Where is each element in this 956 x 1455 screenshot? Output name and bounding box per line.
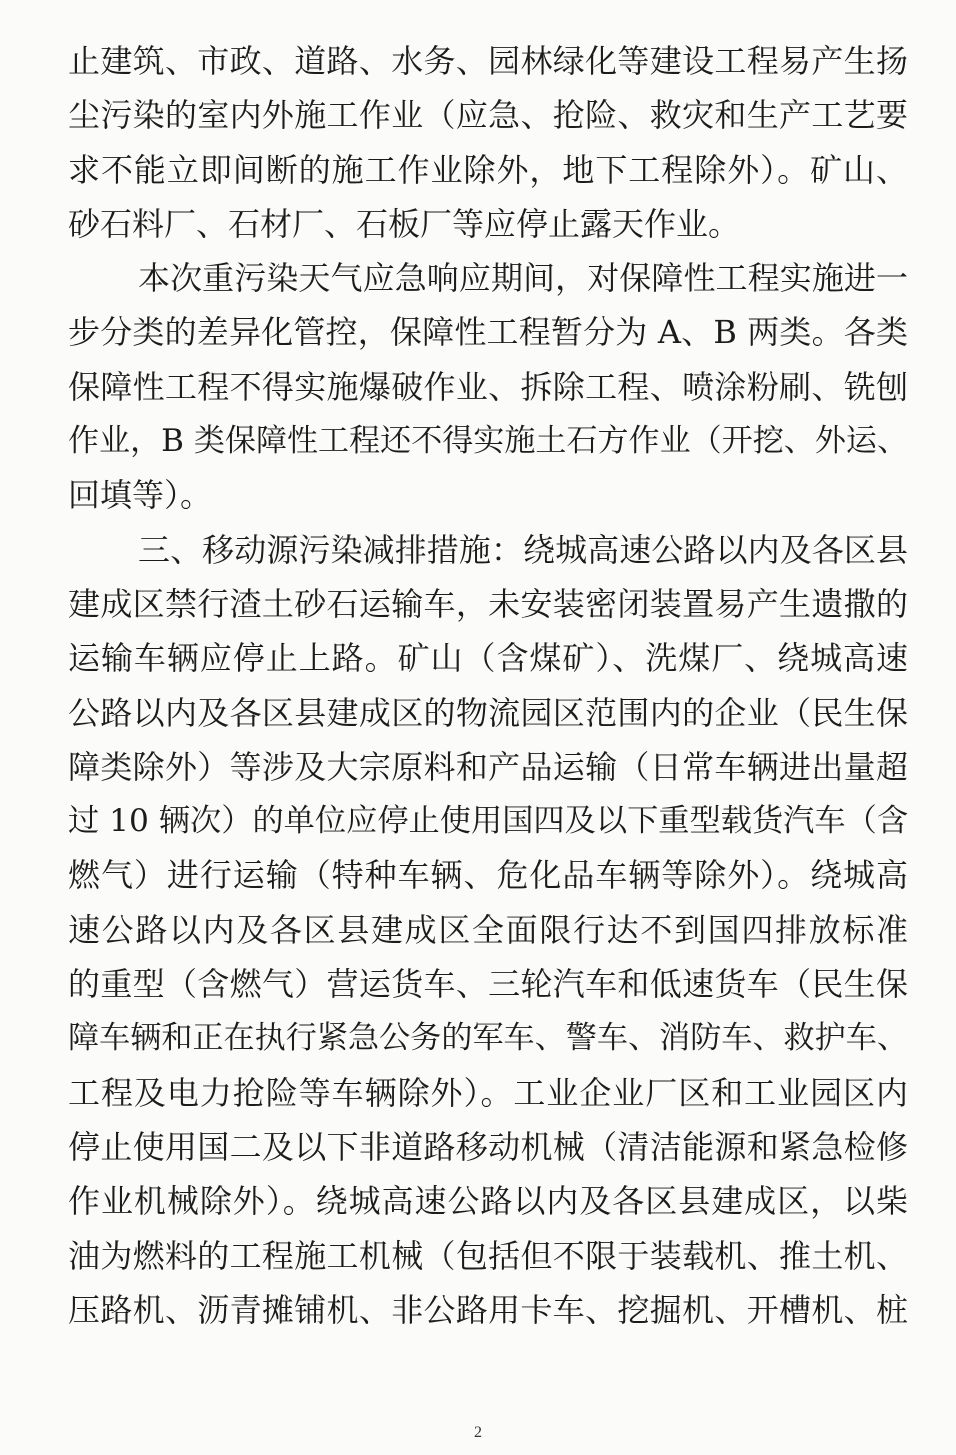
text-line: 求不能立即间断的施工作业除外，地下工程除外）。矿山、 xyxy=(68,150,908,189)
text-line: 回填等）。 xyxy=(68,476,213,515)
text-line: 停止使用国二及以下非道路移动机械（清洁能源和紧急检修 xyxy=(68,1127,908,1166)
document-body xyxy=(68,34,908,1337)
page-number: 2 xyxy=(474,1424,482,1441)
text-line: 过 10 辆次）的单位应停止使用国四及以下重型载货汽车（含 xyxy=(68,803,909,840)
text-line: 三、移动源污染减排措施：绕城高速公路以内及各区县 xyxy=(138,530,908,569)
text-line: 公路以内及各区县建成区的物流园区范围内的企业（民生保 xyxy=(68,693,908,732)
text-line: 障车辆和正在执行紧急公务的军车、警车、消防车、救护车、 xyxy=(68,1020,908,1057)
text-line: 油为燃料的工程施工机械（包括但不限于装载机、推土机、 xyxy=(68,1236,908,1275)
text-line: 运输车辆应停止上路。矿山（含煤矿）、洗煤厂、绕城高速 xyxy=(68,639,908,678)
text-line: 燃气）进行运输（特种车辆、危化品车辆等除外）。绕城高 xyxy=(68,856,908,895)
text-line: 建成区禁行渣土砂石运输车，未安装密闭装置易产生遗撒的 xyxy=(68,584,908,623)
text-line: 障类除外）等涉及大宗原料和产品运输（日常车辆进出量超 xyxy=(68,747,908,786)
paragraph-3 xyxy=(68,523,908,1337)
text-line: 砂石料厂、石材厂、石板厂等应停止露天作业。 xyxy=(68,204,741,243)
text-line: 工程及电力抢险等车辆除外）。工业企业厂区和工业园区内 xyxy=(68,1073,908,1112)
text-line: 本次重污染天气应急响应期间，对保障性工程实施进一 xyxy=(138,259,908,298)
text-line: 步分类的差异化管控，保障性工程暂分为 A、B 两类。各类 xyxy=(68,313,908,352)
paragraph-2 xyxy=(68,251,908,522)
paragraph-1 xyxy=(68,34,908,251)
text-line: 速公路以内及各区县建成区全面限行达不到国四排放标准 xyxy=(68,910,908,949)
text-line: 的重型（含燃气）营运货车、三轮汽车和低速货车（民生保 xyxy=(68,965,908,1004)
text-line: 作业，B 类保障性工程还不得实施土石方作业（开挖、外运、 xyxy=(68,423,908,460)
text-line: 作业机械除外）。绕城高速公路以内及各区县建成区，以柴 xyxy=(68,1182,908,1221)
text-line: 保障性工程不得实施爆破作业、拆除工程、喷涂粉刷、铣刨 xyxy=(68,367,908,406)
text-line: 止建筑、市政、道路、水务、园林绿化等建设工程易产生扬 xyxy=(68,42,908,80)
text-line: 尘污染的室内外施工作业（应急、抢险、救灾和生产工艺要 xyxy=(68,96,908,135)
text-line: 压路机、沥青摊铺机、非公路用卡车、挖掘机、开槽机、桩 xyxy=(68,1290,908,1329)
